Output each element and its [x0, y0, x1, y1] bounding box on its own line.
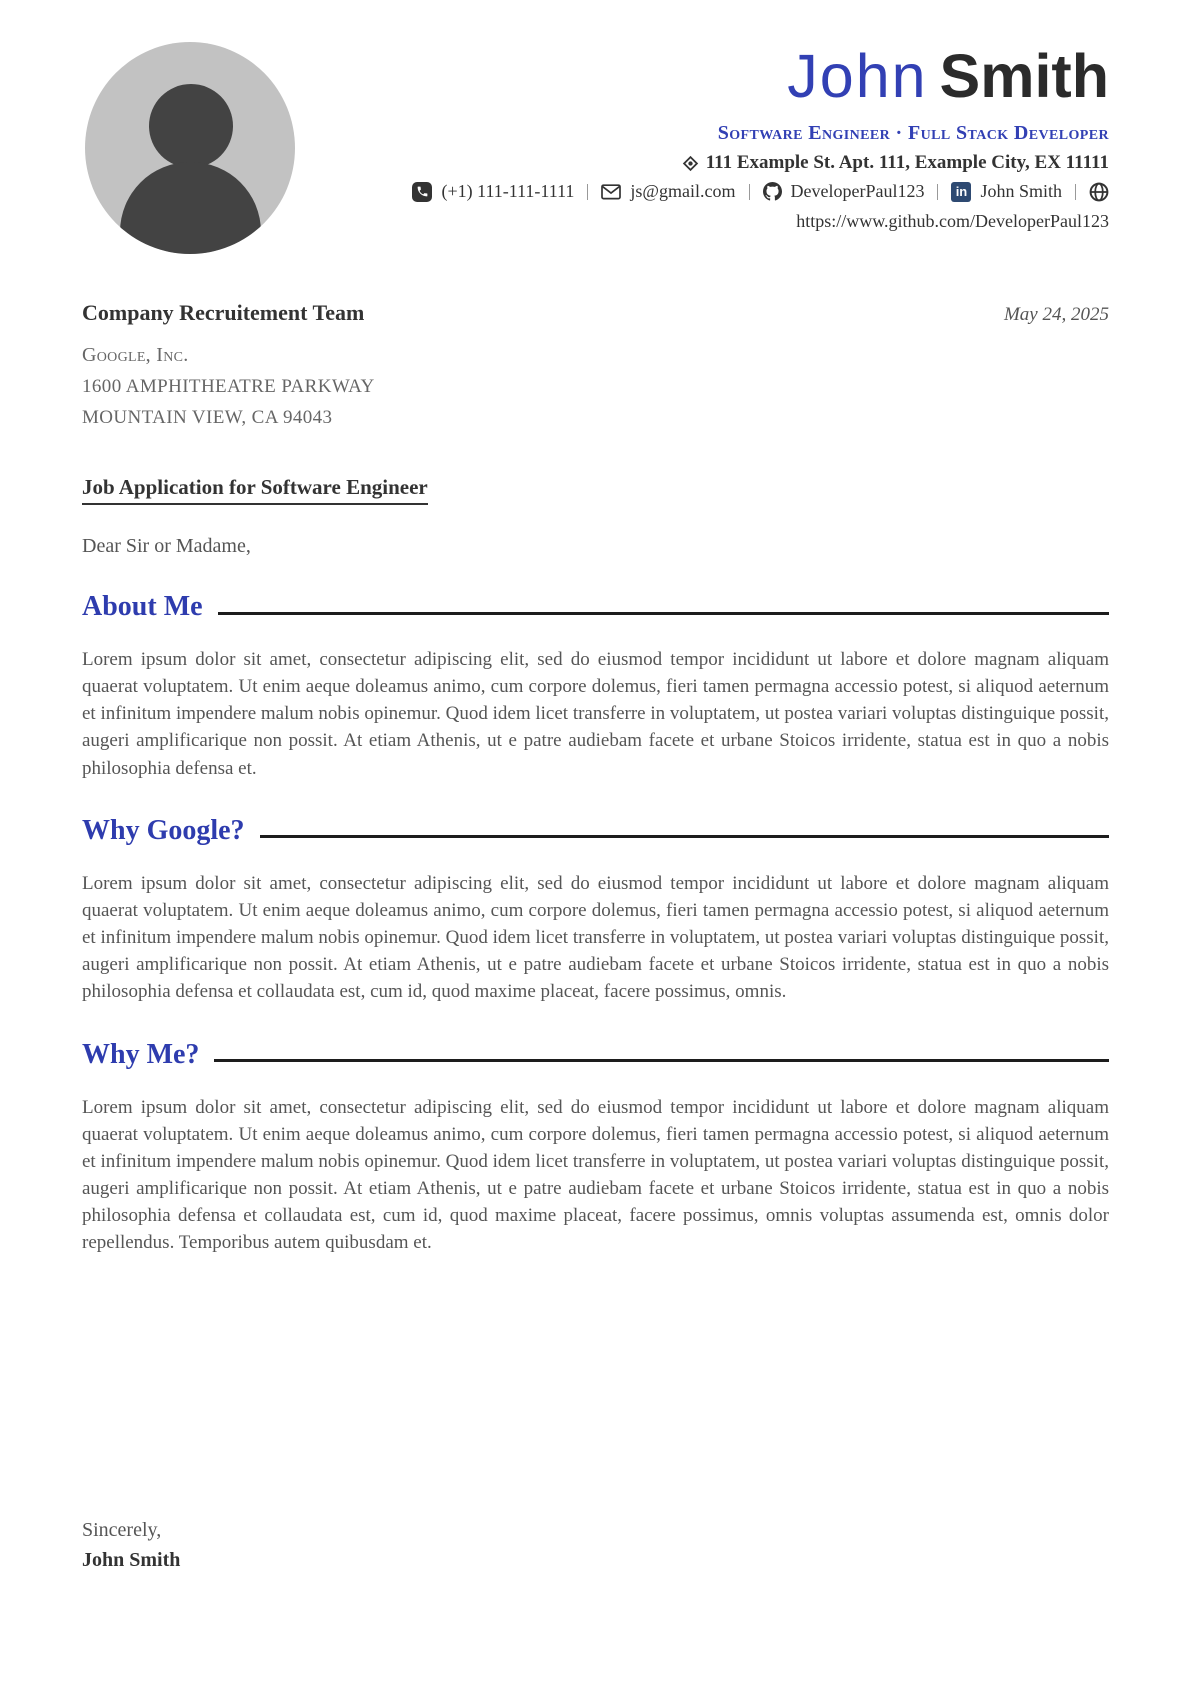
- job-tagline: Software Engineer · Full Stack Developer: [717, 122, 1109, 144]
- phone-number: (+1) 111-111-1111: [441, 181, 575, 201]
- divider: [587, 184, 588, 200]
- divider: [1075, 184, 1076, 200]
- email-address: js@gmail.com: [630, 181, 736, 201]
- recipient-team: Company Recruitement Team: [82, 300, 365, 325]
- divider: [937, 184, 938, 200]
- avatar-body-shape: [120, 162, 261, 254]
- letter-subject: Job Application for Software Engineer: [82, 475, 428, 505]
- contact-row: [295, 181, 1109, 202]
- address-line: [295, 152, 1109, 174]
- address-text: 111 Example St. Apt. 111, Example City, EX 11111: [705, 152, 1109, 173]
- first-name: John: [787, 42, 928, 110]
- section-rule: [260, 835, 1109, 838]
- recipient-address-line1: 1600 AMPHITHEATRE PARKWAY: [82, 376, 375, 397]
- section-paragraph: Lorem ipsum dolor sit amet, consectetur adipiscing elit, sed do eiusmod tempor incididunt ut labore et dolore magnam aliquam quaerat voluptatem. Ut enim aeque doleamus animo, cum corpore dolemus, fieri tamen permagna accessio potest, si aliquod aeternum et infinitum impendere malum nobis opinemur. Quod idem licet transferre in voluptatem, ut postea variari voluptas distinguique possit, augeri amplificarique non possit. At etiam Athenis, ut e patre audiebam facete et urbane Stoicos irridente, statua est in quo a nobis philosophia defensa et collaudata est, cum id, quod maxime placeat, facere possimus, omnis voluptas assumenda est, omnis dolor repellendus. Temporibus autem quibusdam et.: [82, 1096, 1109, 1254]
- section-paragraph: Lorem ipsum dolor sit amet, consectetur adipiscing elit, sed do eiusmod tempor incididunt ut labore et dolore magnam aliquam quaerat voluptatem. Ut enim aeque doleamus animo, cum corpore dolemus, fieri tamen permagna accessio potest, si aliquod aeternum et infinitum impendere malum nobis opinemur. Quod idem licet transferre in voluptatem, ut postea variari voluptas distinguique possit, augeri amplificarique non possit. At etiam Athenis, ut e patre audiebam facete et urbane Stoicos irridente, statua est in quo a nobis philosophia defensa et collaudata est, cum id, quod maxime placeat, facere possimus, omnis.: [82, 872, 1109, 1003]
- github-contact[interactable]: [763, 181, 925, 202]
- section-heading: [82, 591, 1109, 623]
- location-icon: [682, 155, 699, 172]
- header: [82, 40, 1109, 254]
- closing-phrase: Sincerely,: [82, 1519, 162, 1541]
- phone-icon: [412, 182, 432, 202]
- github-icon: [763, 182, 782, 201]
- section-about-me: [82, 591, 1109, 782]
- email-contact[interactable]: [601, 181, 735, 202]
- email-icon: [601, 184, 621, 200]
- divider: [749, 184, 750, 200]
- linkedin-icon: in: [951, 182, 971, 202]
- salutation: Dear Sir or Madame,: [82, 535, 251, 557]
- section-heading: [82, 1039, 1109, 1071]
- section-title: About Me: [82, 591, 203, 622]
- section-why-google: [82, 815, 1109, 1006]
- recipient-header-row: [82, 300, 1109, 326]
- section-title: Why Me?: [82, 1038, 200, 1070]
- section-rule: [218, 612, 1109, 615]
- recipient-company: Google, Inc.: [82, 344, 189, 366]
- website-url[interactable]: https://www.github.com/DeveloperPaul123: [796, 211, 1109, 231]
- signature-name: John Smith: [82, 1549, 181, 1571]
- section-rule: [214, 1059, 1109, 1062]
- profile-photo: [85, 42, 295, 254]
- recipient-address-line2: MOUNTAIN VIEW, CA 94043: [82, 407, 333, 428]
- phone-contact[interactable]: [412, 181, 574, 202]
- section-why-me: [82, 1039, 1109, 1257]
- globe-icon: [1089, 182, 1109, 202]
- header-identity: [295, 40, 1109, 232]
- section-heading: [82, 815, 1109, 847]
- avatar-head-shape: [149, 84, 233, 168]
- github-username: DeveloperPaul123: [790, 181, 925, 201]
- letter-date: May 24, 2025: [1003, 304, 1109, 325]
- section-title: Why Google?: [82, 814, 245, 846]
- section-paragraph: Lorem ipsum dolor sit amet, consectetur adipiscing elit, sed do eiusmod tempor incididunt ut labore et dolore magnam aliquam quaerat voluptatem. Ut enim aeque doleamus animo, cum corpore dolemus, fieri tamen permagna accessio potest, si aliquod aeternum et infinitum impendere malum nobis opinemur. Quod idem licet transferre in voluptatem, ut postea variari voluptas distinguique possit, augeri amplificarique non possit. At etiam Athenis, ut e patre audiebam facete et urbane Stoicos irridente, statua est in quo a nobis philosophia defensa et.: [82, 649, 1109, 779]
- full-name: [295, 42, 1109, 110]
- linkedin-name: John Smith: [980, 181, 1062, 201]
- linkedin-contact[interactable]: [951, 181, 1062, 202]
- closing-block: [82, 1519, 1109, 1572]
- last-name: Smith: [939, 42, 1109, 110]
